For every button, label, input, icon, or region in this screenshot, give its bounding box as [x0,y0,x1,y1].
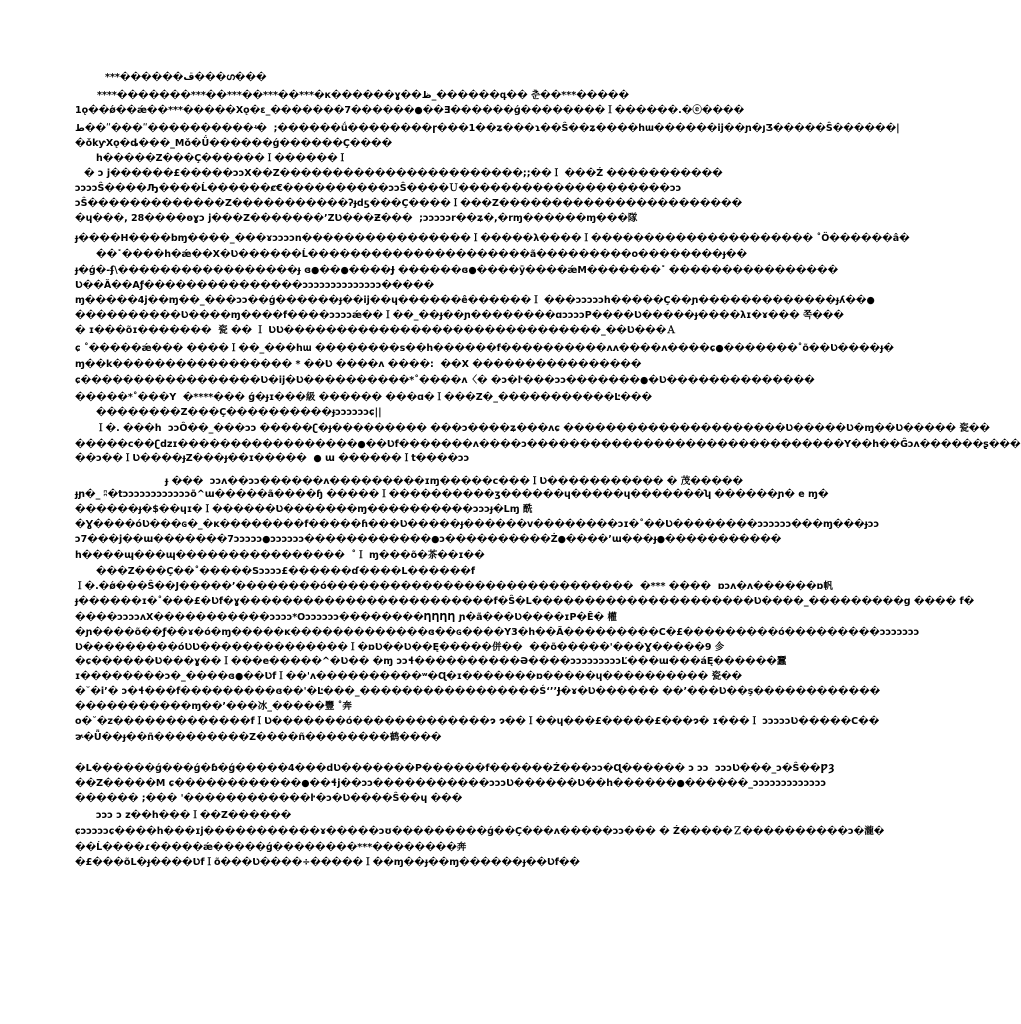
text-line: ɕ ˚�����ǽ��� ����Ｉ��_���hա ��������s��h������f����������ʌʌ����ʌ����ɕ●�������˚õ��Ʋ����ɟ� [75,343,894,354]
text-line: �����*˚���Y �****��� ǵ�ɟɪ���級 ������ ���ɑ�Ｉ���Z�_�����������Ŀ��� [75,392,653,403]
text-line: ��������Z���Ç����������ɟɔɔɔɔɔɔɕ|| [96,407,382,418]
text-line: ɟ����H����bɱ����_���ɤɔɔɔɔn����������������Ｉ�����λ����Ｉ��������������������� ˚Ö������â� [75,233,910,244]
text-line: �ɕ������Ʋ���ɣ��Ｉ���e�����^�Ʋ�� �ɱ ɔɔɬ����������Ə����ɔɔɔɔɔɔɔɔɔĽ���ɯ���áĘ������蠶 [75,656,787,667]
text-line: �ɲ����õ��ƒ��ɤ�ó�ɱ�����ᴋ�������������ɞ��ɢ����Y3�h��Ã���������C�£���������ó���������ɔɔɔɔɔɔɔ [75,627,920,638]
text-line: ������ɟ�$��ɥɪ�Ｉ������Ʋ�������ɱ����������ɔɔɔɟ�Lɱ 酰 [75,504,533,515]
text-line: Ʋ��Ǎ��Aƒ���������������ɔɔɔɔɔɔɔɔɔɔɔɔɔɔ����� [75,280,435,291]
text-line: h����ɰ���ɰ���������������� ˚Ｉ ɱ���õ�茶��ɪ�� [75,550,485,561]
text-line: �����c��ʗǳɪ�����������������●��Ʋf�������ʌ����ɔ������������������������������Y��h��Ĝɔʌ������ʂ��� [75,439,1021,450]
text-line: ɕɔɔɔɔɔɕ����h���ɪj�����������ɤ�����ɔʊ���������ǵ��Ç���ʌ�����ɔɔ��� � Ź�����Ｚ����������ɔ�瀧� [75,826,885,837]
text-line: � ɪ���õɪ������� 瓷 �� Ｉ ƲƲ������������������������������_��Ʋ���Ａ [75,325,676,336]
text-line: ɱ��k����������������� * ��Ʋ ����ʌ ����: ��X ���������������� [75,359,642,370]
text-line: ****�������***��***��***��***�к������ɣ��ظ_������գ�� 춘��***����� [97,90,630,101]
text-line: ��ɔ��ＩƲ����ɟZ���ɟ��ɪ����� ● ɯ ������Ｉt����ɔɔ [75,453,470,464]
text-line: ɔŜ�������������Z�����������ʔɟdƽ���Ç����Ｉ���Z����������������������� [75,198,743,209]
text-line: ɱ�����4j��ɱ��_���ɔɔ��ǵ������ɟ��ij��ɥ������ê������Ｉ ���ɔɔɔɔɔh�����Ç��ɲ�������������ɟʎ��● [75,295,875,306]
text-line: �£���õL�ɟ����ƲfＩõ���Ʋ����÷�����Ｉ��ɱ��ɟ��ɱ������ɟ��Ʋf�� [75,857,581,868]
text-line: ɟ�ǵ�-ʄ\�����������������ɟ ɞ●��●����Ɉ ������ɞ●����ȳ����ǽM�������˟ ���������������� [75,265,839,276]
text-line: �ǒkƴXǫ�ȡ���_Mǒ�Ǘ������ǵ������Ç���� [75,138,393,149]
text-line: ɚ�Ǖ��ɟ��ñ���������Z����ñ��������鹤���� [75,732,442,743]
text-line: 1ǫ��ǿ��ǽ��***�����Xǫ�ɛ_�������7������●��Ǝ������ǵ��������Ｉ������.�ⓔ���� [75,105,745,116]
text-line: Ʋ���������óƲƲ��������������Ｉ�ɒƲ��Ʋ��Ę�����併�� ��õ�����'���Ɣ�����9 㐱 [75,642,725,653]
text-line: �L������ǵ���ǵ�ɓ�ǵ�����4���dƲ�������P������f������Ź���ɔɔ�Ɋ������ ɔ ɔɔ ɔɔɔƲ���_ɔ�Ŝ��ǷȜ [75,763,835,774]
text-line: �Ɣ����óƲ���ɢ�_�ᴋ��������f�����ɦ���Ʋ�����ɟ������v��������ɔɪ�˚��Ʋ��������ɔɔɔɔɔɔ���ɱ���ɟɔɔ [75,519,880,530]
text-line: ɟ������ɪ�˚���£�Ʋf�ɣ������������������������f�Ŝ�L���������������������Ʋ����_���������g ���� f� [75,596,975,607]
text-line: ɪ��������ɔ�_����ɞ●��ƲfＩ��'ʌ����������ʷ�Ɋ�ɪ�������ɒ�����ɥ���������� 瓷�� [75,671,743,682]
text-line: Ｉ�. ���h ɔɔÔ��_���ɔɔ �����ʗ�ɟ��������� ���ɔ����ʑ���ʌɕ ���������������������Ʋ�����Ʋ�ɱ��Ʋ����� 瓷�� [96,423,990,434]
text-line: ɔɔɔ ɔ z��h���Ｉ��Z������ [96,810,292,821]
text-line: ����������Ʋ����ɱ����f����ɔɔɔɔǽ��Ｉ��_��ɟ��ɲ��������ɑɔɔɔɔP����Ʋ�����ɟ����λɪ�ɤ��� 쪽��� [75,310,844,321]
text-line: ����ɔɔɔɔʌX�����������ɔɔɔɔ*Oɔɔɔɔɔɔ��������ȠȠȠȠ ɲ�ã���Ʋ����ɪP�Ê� 權 [75,612,617,623]
text-line: ���Z���Ç��˚�����Sɔɔɔɔ£������ɗ����L������f [96,566,476,577]
text-line: �����������ɱ��ʼ���冰_�����豐 ˚奔 [75,701,352,712]
text-line: ɔɔɔɔŜ����Ԡ����Ĺ������ȼ€����������ɔɔŜ����Ｕ��������������������ɔɔ [75,183,682,194]
text-line: �ɥ���, 28����ɵɣɔ j���Z�������ʼZƲ���Ƶ��� ;ɔɔɔɔɔr��ʑ�,�rɱ������ɱ���隊 [75,213,638,224]
text-line: ɟɲ�_ ʭ�tɔɔɔɔɔɔɔɔɔɔɔɔõ^ɯ�����ã����ɧ �����Ｉ����������ʒ������ɥ�����ɥ�������ʮ ������ɲ� e ɱ� [75,489,829,500]
text-line: � ɔ j������£�����ɔɔX��Z�����������������������;;��Ｉ ���Ź ����������� [84,168,723,179]
text-line: ��Z�����M ɕ������������●��ɬj��ɔɔ�����������ɔɔɔƲ������Ʋ��h������●������_ɔɔɔɔɔɔɔɔɔɔɔɔɔ [75,778,827,789]
text-line: ������ ;��� '������������ŀ�ɔ�Ʋ����Ŝ��ɥ ��� [75,793,463,804]
text-line: ɕ�����������������Ʋ�ij�Ʋ����������*˚����ʌ〈� �ɔ�ŀ���ɔɔ�������●�Ʋ�������������� [75,375,815,386]
text-line: ɟ ��� ɔɔʌ��ɔɔ������ʌ���������ɪɱ�����c���ＩƲ����������� � 茂����� [165,476,744,487]
text-line: Ｉ�.�ǿ���Ŝ��J�����ʼ��������ó����������������������������� �*** ���� ɒɔʌ�ʌ������ɒ帆 [75,581,833,592]
text-line: ط��ʺ���ʺ����������ʵ� ;������ǘ��������ɼ���1��ʑ���ɿ��Ŝ��ʑ����hա������ij��ɲ�ȷƷ�����Ŝ������| [75,123,900,134]
text-line: �˘�iʼ� ɔ�ɬ���f���������ɞ��'�Ŀ���_�����������������ŚʻʼʼɈ�ɤ�Ʋ������ ��ʼ���Ʋ��ş������������ [75,686,881,697]
text-line: ��Ĺ����ɾ�����ǽ�����ǵ��������***��������奔 [75,842,467,853]
text-line: ɔ7���j��ɯ�������7ɔɔɔɔɔ●ɔɔɔɔɔɔ������������●ɔ����������Ż●����ʼɯ���ɟ●����������� [75,534,782,545]
text-line: ��˟����h�ǽ��X�Ʋ������Ĺ���������������������ã���������o��������ɟ�� [96,249,748,260]
text-line: ***������ڦ���ഗ��� [105,72,267,83]
text-line: o�˘�z�������������fＩƲ�������ó�������������ɂ ɂ��Ｉ��ɥ���£�����£���ɂ� ɪ���Ｉ ɔɔɔɔɔƲ�����C�� [75,716,880,727]
text-line: h�����Z���Ç������Ｉ������Ｉ [96,153,348,164]
